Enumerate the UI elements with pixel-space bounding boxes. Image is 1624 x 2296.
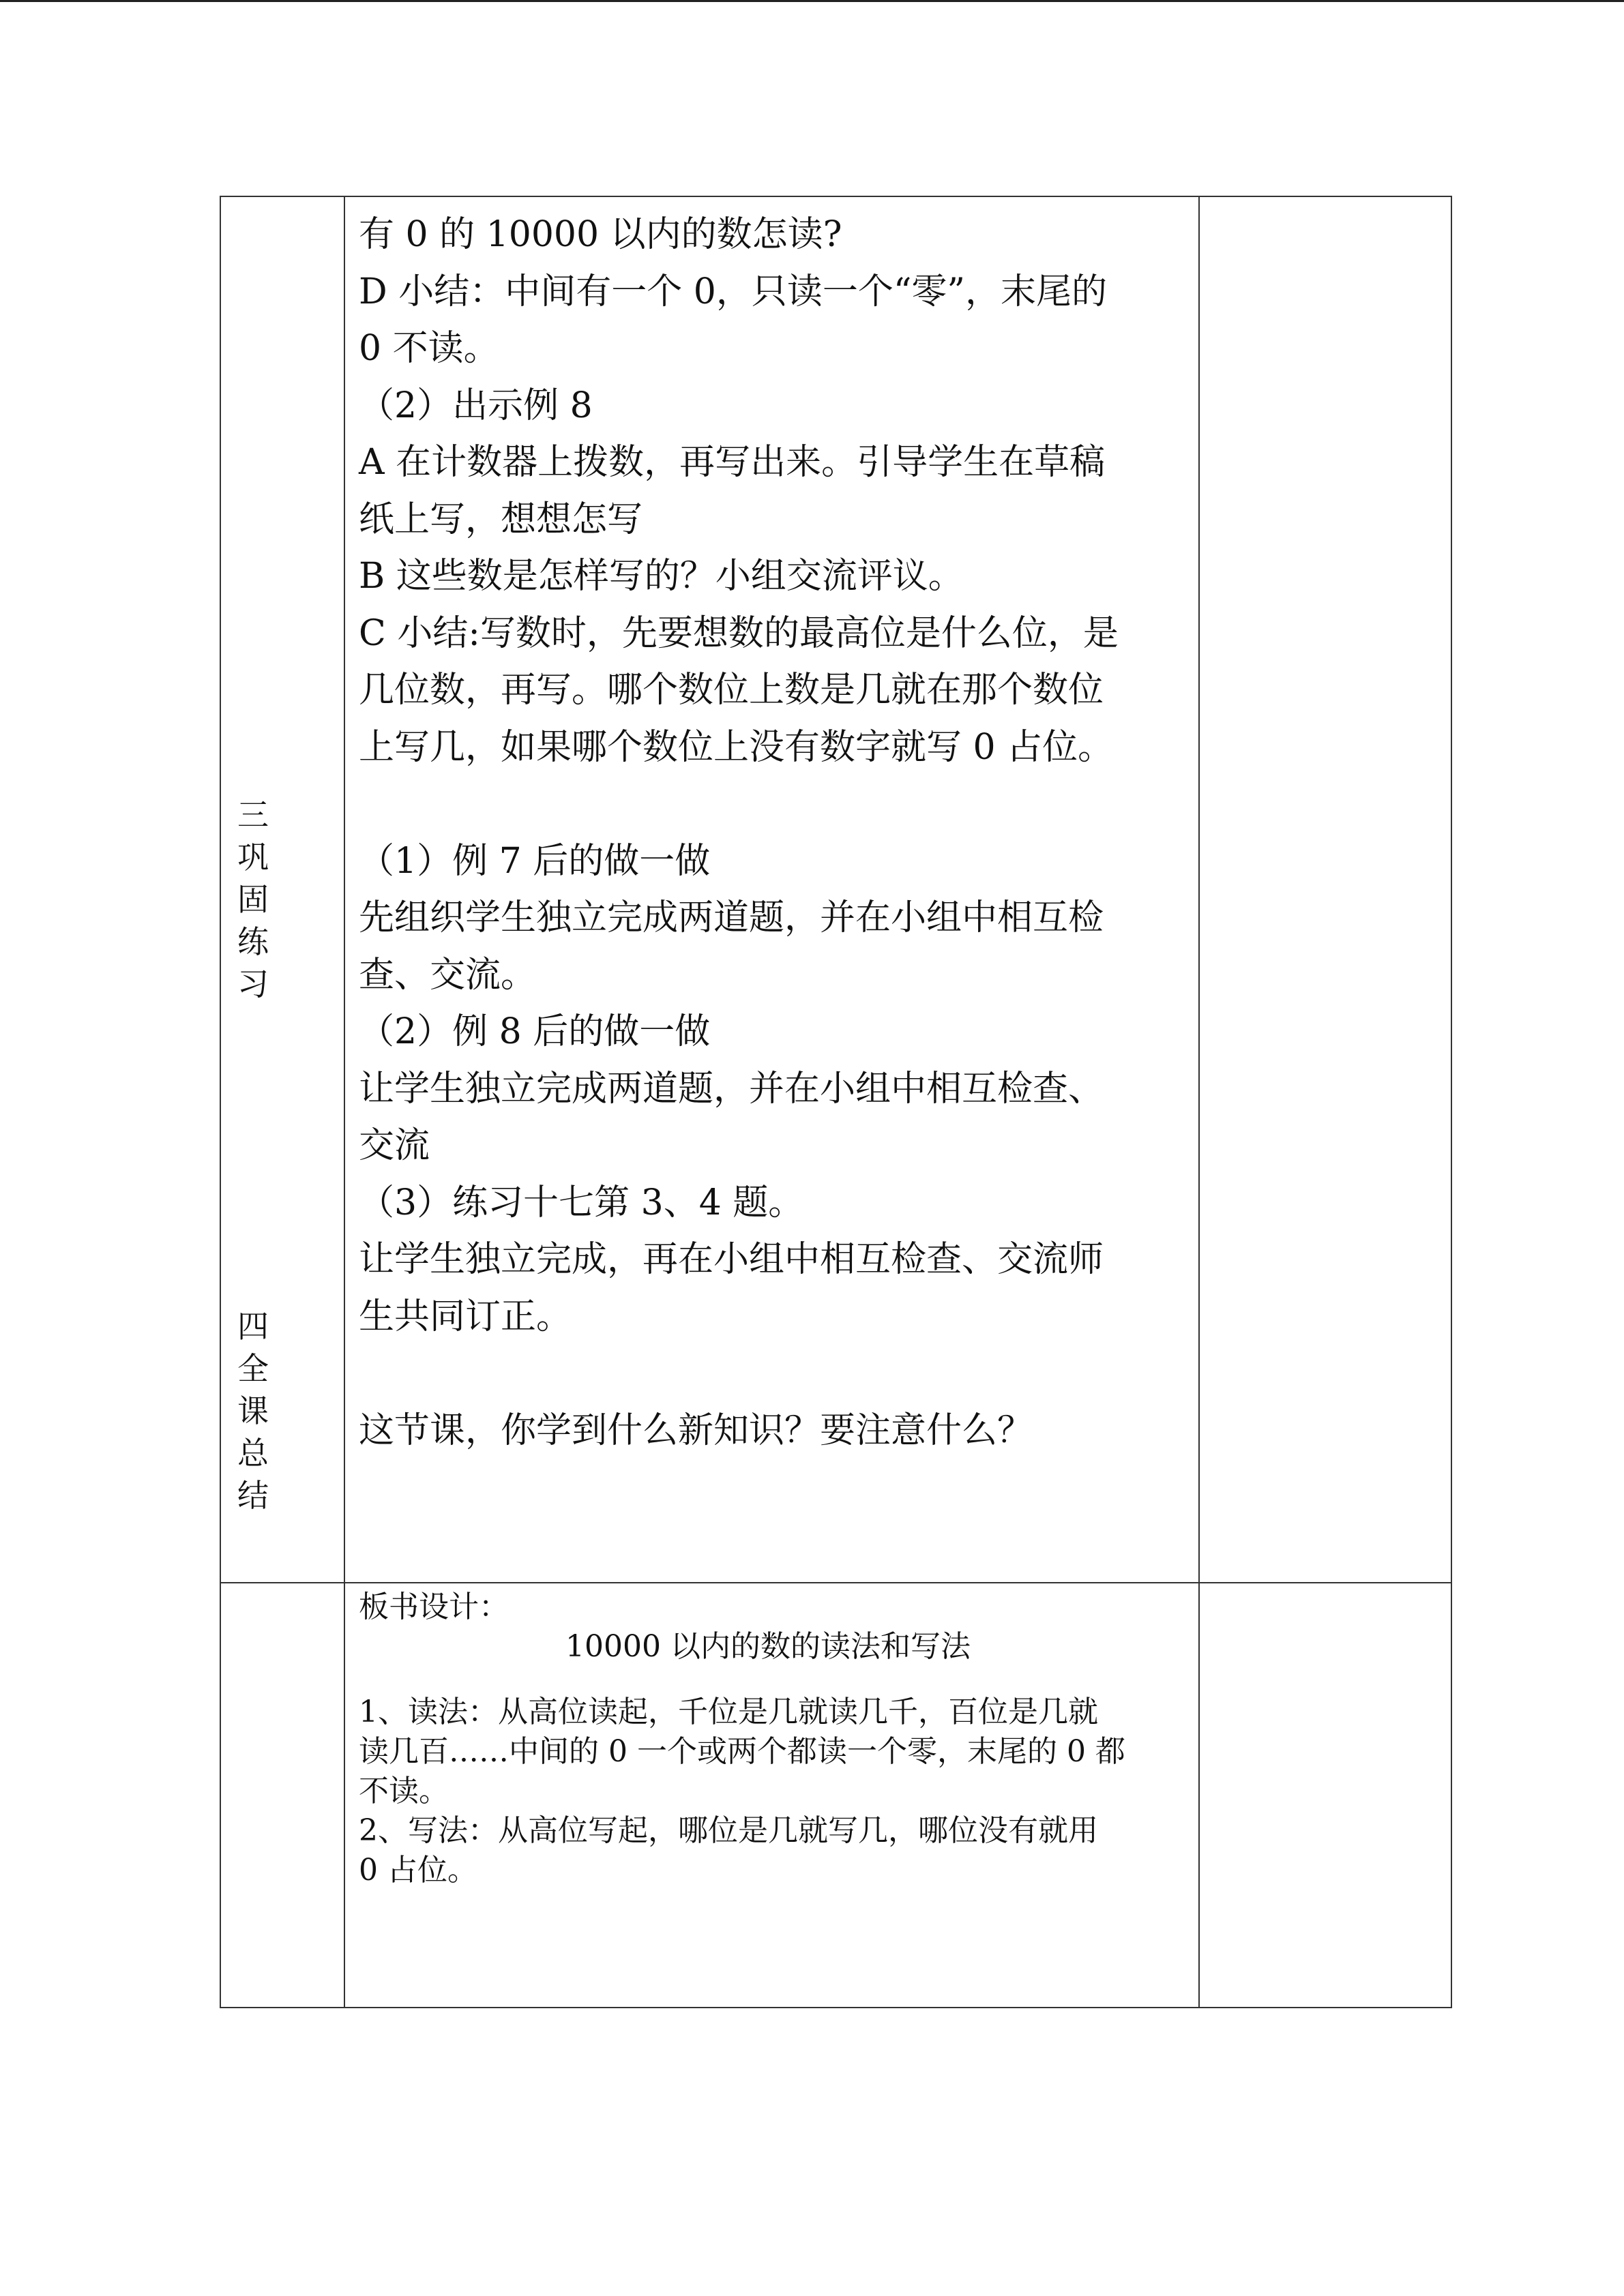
notes-cell — [1199, 196, 1451, 1583]
board-line: 0 占位。 — [359, 1853, 477, 1888]
label-char: 总 — [237, 1435, 269, 1472]
text-line: （2）出示例 8 — [359, 385, 593, 426]
empty-label-cell — [220, 1583, 344, 2008]
board-line: 读几百……中间的 0 一个或两个都读一个零，末尾的 0 都 — [359, 1734, 1125, 1769]
lesson-plan-table — [220, 196, 1452, 2008]
text-line — [359, 1345, 1191, 1403]
text-line: A 在计数器上拨数，再写出来。引导学生在草稿 — [359, 442, 1106, 483]
text-line: （3）练习十七第 3、4 题。 — [359, 1182, 804, 1223]
page-top-border — [0, 0, 1624, 2]
text-line: B 这些数是怎样写的？小组交流评议。 — [359, 556, 964, 597]
text-line: D 小结：中间有一个 0，只读一个“零”，末尾的 — [359, 271, 1108, 312]
text-line: 让学生独立完成，再在小组中相互检查、交流师 — [359, 1239, 1104, 1280]
text-line: 先组织学生独立完成两道题，并在小组中相互检 — [359, 897, 1104, 938]
label-char: 全 — [237, 1350, 269, 1387]
summary-section-label — [237, 1305, 306, 1517]
text-line: 这节课，你学到什么新知识？要注意什么？ — [359, 1410, 1033, 1451]
text-line: 有 0 的 10000 以内的数怎读? — [359, 214, 842, 255]
text-line — [359, 776, 1191, 833]
table-row — [220, 196, 1451, 1583]
text-line: （2）例 8 后的做一做 — [359, 1011, 711, 1052]
notes-cell — [1199, 1583, 1451, 2008]
label-char: 习 — [237, 966, 269, 1002]
label-char: 练 — [237, 923, 269, 960]
text-line: （1）例 7 后的做一做 — [359, 840, 711, 882]
section-label-cell — [220, 196, 344, 1583]
text-line: 几位数，再写。哪个数位上数是几就在那个数位 — [359, 670, 1104, 711]
board-line: 1、读法：从高位读起，千位是几就读几千，百位是几就 — [359, 1695, 1098, 1729]
text-line: 纸上写，想想怎写 — [359, 498, 643, 540]
label-char: 固 — [237, 881, 269, 918]
board-design — [359, 1587, 1191, 1890]
label-char: 巩 — [237, 839, 269, 876]
label-char: 课 — [237, 1392, 269, 1429]
board-heading: 板书设计： — [359, 1590, 509, 1624]
text-line: 查、交流。 — [359, 954, 537, 996]
text-line: 让学生独立完成两道题，并在小组中相互检查、 — [359, 1068, 1104, 1109]
label-char: 结 — [237, 1477, 269, 1514]
board-title: 10000 以内的数的读法和写法 — [565, 1629, 971, 1664]
text-line: 上写几，如果哪个数位上没有数字就写 0 占位。 — [359, 726, 1114, 768]
board-design-cell — [344, 1583, 1199, 2008]
table-row — [220, 1583, 1451, 2008]
text-line: 交流 — [359, 1125, 430, 1166]
text-line: 0 不读。 — [359, 328, 499, 369]
lesson-content-cell — [344, 196, 1199, 1583]
label-char: 三 — [237, 796, 269, 833]
lesson-text — [359, 207, 1191, 1459]
board-line: 2、写法：从高位写起，哪位是几就写几，哪位没有就用 — [359, 1813, 1098, 1848]
text-line: C 小结:写数时，先要想数的最高位是什么位，是 — [359, 612, 1119, 654]
text-line: 生共同订正。 — [359, 1296, 572, 1337]
label-char: 四 — [237, 1308, 269, 1345]
board-line: 不读。 — [359, 1774, 449, 1808]
practice-section-label — [237, 794, 306, 1005]
